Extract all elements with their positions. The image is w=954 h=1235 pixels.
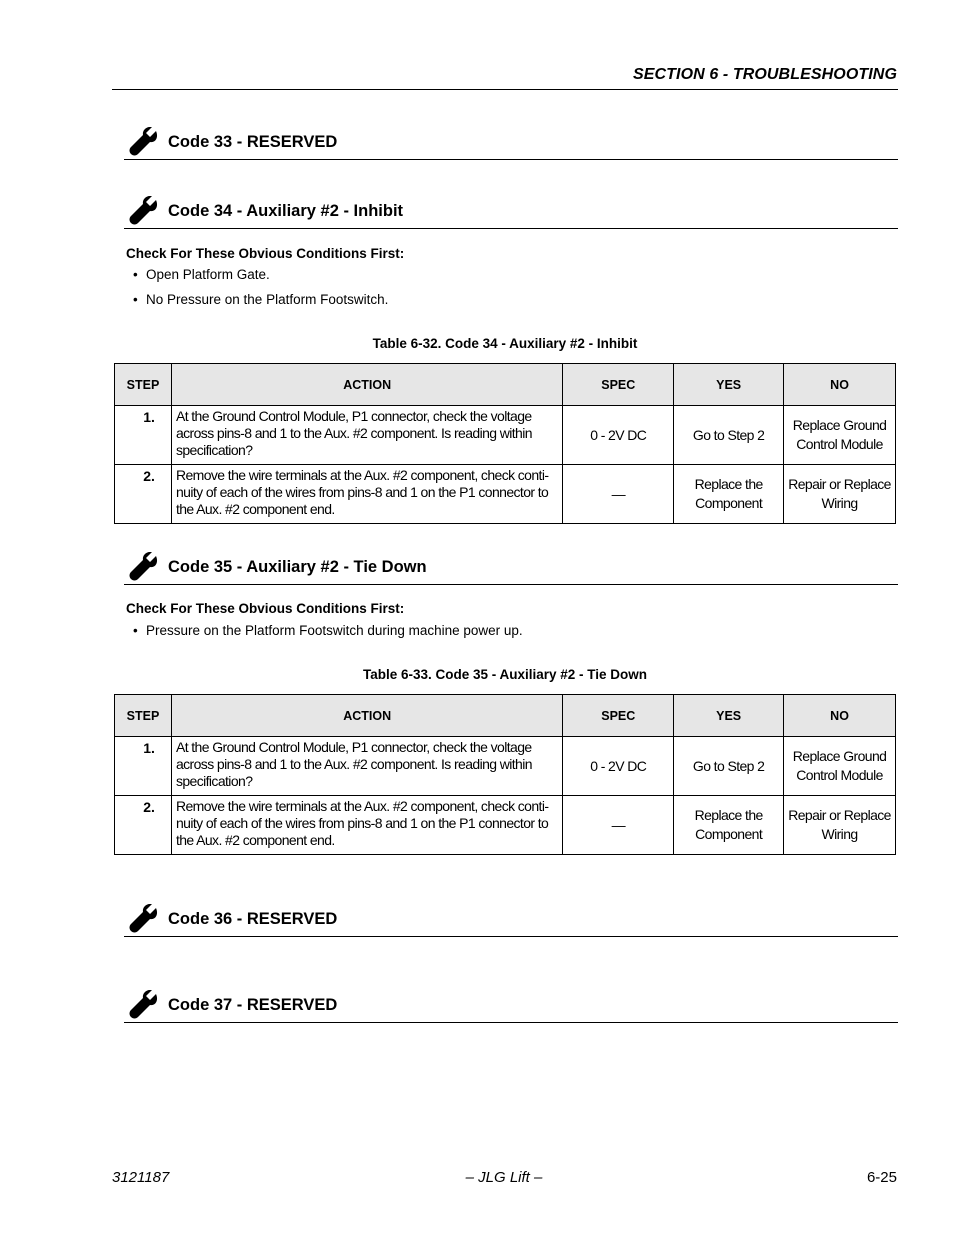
code-33-heading (124, 125, 898, 160)
troubleshooting-table-34 (114, 363, 896, 524)
col-header-action: ACTION (171, 364, 562, 406)
check-conditions-label: Check For These Obvious Conditions First: (126, 246, 405, 261)
spec-cell: — (563, 465, 674, 524)
table-header-row (115, 364, 896, 406)
step-cell: 2. (115, 465, 172, 524)
col-header-yes: YES (674, 695, 784, 737)
col-header-step: STEP (115, 695, 172, 737)
no-cell: Replace Ground Control Module (784, 406, 896, 465)
no-cell: Repair or Replace Wiring (784, 796, 896, 855)
code-36-heading (124, 902, 898, 937)
table-row (115, 796, 896, 855)
footer-center: – JLG Lift – (465, 1169, 543, 1186)
table-row (115, 406, 896, 465)
list-item: • Pressure on the Platform Footswitch during machine power up. (133, 623, 523, 638)
wrench-icon (128, 552, 158, 582)
list-item: • Open Platform Gate. (133, 267, 270, 282)
action-cell: Remove the wire terminals at the Aux. #2 component, check conti-nuity of each of the wires from pins-8 and 1 on the P1 connector to the Aux. #2 component end. (171, 465, 562, 524)
wrench-icon (128, 904, 158, 934)
col-header-spec: SPEC (563, 364, 674, 406)
action-cell: At the Ground Control Module, P1 connector, check the voltage across pins-8 and 1 to the Aux. #2 component. Is reading within specification? (171, 737, 562, 796)
col-header-step: STEP (115, 364, 172, 406)
step-cell: 2. (115, 796, 172, 855)
code-37-heading (124, 988, 898, 1023)
action-cell: Remove the wire terminals at the Aux. #2 component, check conti-nuity of each of the wires from pins-8 and 1 on the P1 connector to the Aux. #2 component end. (171, 796, 562, 855)
table-row (115, 465, 896, 524)
table-row (115, 737, 896, 796)
code-title: Code 33 - RESERVED (168, 133, 338, 151)
code-title: Code 35 - Auxiliary #2 - Tie Down (168, 558, 427, 576)
col-header-action: ACTION (171, 695, 562, 737)
code-title: Code 36 - RESERVED (168, 910, 338, 928)
yes-cell: Replace the Component (674, 465, 784, 524)
footer-page-number: 6-25 (866, 1169, 897, 1186)
wrench-icon (128, 196, 158, 226)
section-header: SECTION 6 - TROUBLESHOOTING (632, 66, 897, 83)
step-cell: 1. (115, 737, 172, 796)
code-title: Code 37 - RESERVED (168, 996, 338, 1014)
code-35-heading (124, 550, 898, 585)
action-cell: At the Ground Control Module, P1 connector, check the voltage across pins-8 and 1 to the Aux. #2 component. Is reading within specification? (171, 406, 562, 465)
spec-cell: 0 - 2V DC (563, 737, 674, 796)
table-header-row (115, 695, 896, 737)
code-34-heading (124, 194, 898, 229)
wrench-icon (128, 990, 158, 1020)
table-caption: Table 6-32. Code 34 - Auxiliary #2 - Inhibit (372, 336, 638, 351)
no-cell: Replace Ground Control Module (784, 737, 896, 796)
list-item: • No Pressure on the Platform Footswitch. (133, 292, 389, 307)
col-header-no: NO (784, 695, 896, 737)
spec-cell: 0 - 2V DC (563, 406, 674, 465)
yes-cell: Go to Step 2 (674, 406, 784, 465)
yes-cell: Replace the Component (674, 796, 784, 855)
col-header-yes: YES (674, 364, 784, 406)
code-title: Code 34 - Auxiliary #2 - Inhibit (168, 202, 404, 220)
troubleshooting-table-35 (114, 694, 896, 855)
col-header-spec: SPEC (563, 695, 674, 737)
col-header-no: NO (784, 364, 896, 406)
spec-cell: — (563, 796, 674, 855)
wrench-icon (128, 127, 158, 157)
footer-doc-number: 3121187 (112, 1169, 170, 1186)
yes-cell: Go to Step 2 (674, 737, 784, 796)
header-rule (112, 89, 898, 90)
table-caption: Table 6-33. Code 35 - Auxiliary #2 - Tie Down (362, 667, 648, 682)
no-cell: Repair or Replace Wiring (784, 465, 896, 524)
check-conditions-label: Check For These Obvious Conditions First: (126, 601, 405, 616)
step-cell: 1. (115, 406, 172, 465)
